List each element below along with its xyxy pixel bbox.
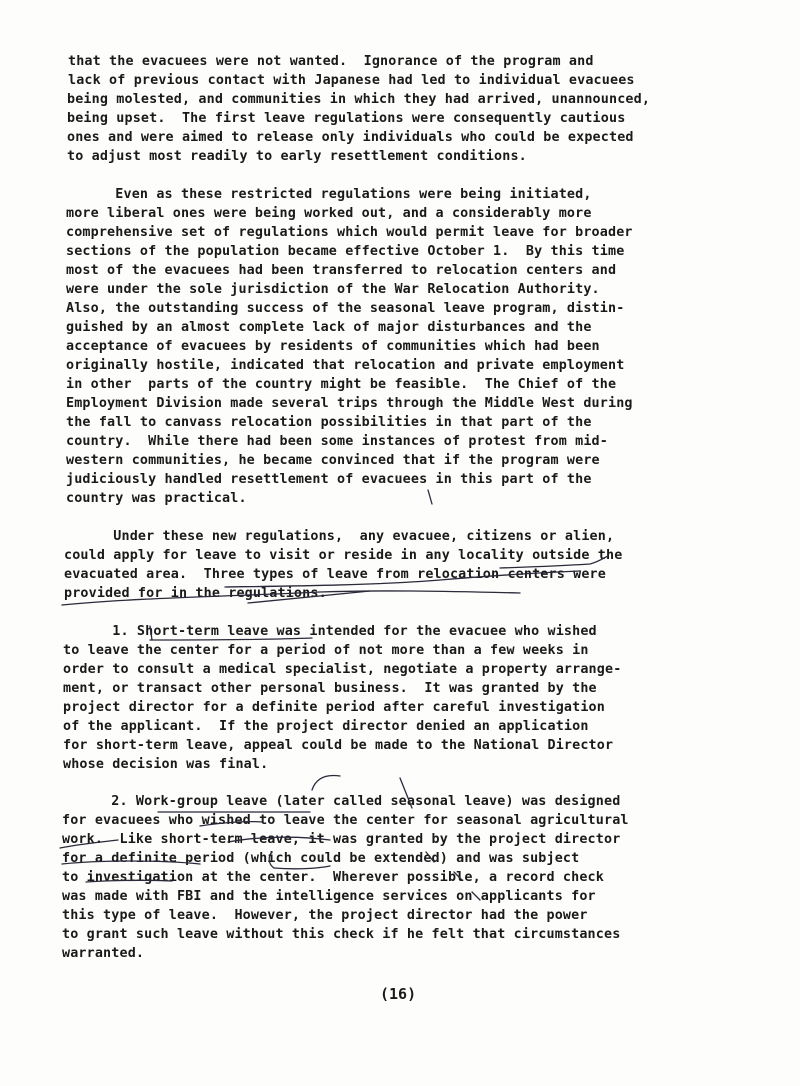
text-line: western communities, he became convinced that if the program were (66, 453, 600, 468)
text-line: the fall to canvass relocation possibilities in that part of the (66, 415, 592, 430)
text-line: judiciously handled resettlement of evacuees in this part of the (66, 472, 592, 487)
text-line: work. Like short-term leave, it was granted by the project director (62, 832, 621, 847)
text-line: acceptance of evacuees by residents of communities which had been (66, 339, 600, 354)
text-line: sections of the population became effective October 1. By this time (66, 244, 625, 259)
text-line: ones and were aimed to release only individuals who could be expected (67, 130, 634, 145)
text-line: warranted. (62, 946, 145, 961)
text-line: Even as these restricted regulations were being initiated, (66, 187, 592, 202)
text-line: lack of previous contact with Japanese had led to individual evacuees (68, 73, 635, 88)
text-line: originally hostile, indicated that relocation and private employment (66, 358, 625, 373)
text-line: of the applicant. If the project director denied an application (63, 719, 589, 734)
tick-mark (428, 490, 432, 504)
text-line: that the evacuees were not wanted. Ignorance of the program and (68, 54, 594, 69)
text-line: 1. Short-term leave was intended for the evacuee who wished (63, 624, 597, 639)
text-line: evacuated area. Three types of leave from relocation centers were (64, 567, 606, 582)
text-line: to adjust most readily to early resettlement conditions. (67, 149, 527, 164)
hook-mark (312, 776, 340, 790)
text-line: was made with FBI and the intelligence services on applicants for (62, 889, 596, 904)
text-line: could apply for leave to visit or reside in any locality outside the (64, 548, 623, 563)
text-line: more liberal ones were being worked out, and a considerably more (66, 206, 592, 221)
text-line: country. While there had been some instances of protest from mid- (66, 434, 608, 449)
text-line: most of the evacuees had been transferred to relocation centers and (66, 263, 617, 278)
text-line: to grant such leave without this check if he felt that circumstances (62, 927, 621, 942)
text-line: Employment Division made several trips through the Middle West during (66, 396, 633, 411)
text-line: Under these new regulations, any evacuee, citizens or alien, (64, 529, 615, 544)
text-line: being molested, and communities in which they had arrived, unannounced, (67, 92, 651, 107)
text-line: ment, or transact other personal business. It was granted by the (63, 681, 597, 696)
text-line: for evacuees who wished to leave the center for seasonal agricultural (62, 813, 629, 828)
text-line: were under the sole jurisdiction of the War Relocation Authority. (66, 282, 600, 297)
page-number: (16) (380, 985, 417, 1003)
text-line: guished by an almost complete lack of major disturbances and the (66, 320, 592, 335)
text-line: 2. Work-group leave (later called seasonal leave) was designed (62, 794, 621, 809)
text-line: Also, the outstanding success of the seasonal leave program, distin- (66, 301, 625, 316)
text-line: project director for a definite period after careful investigation (63, 700, 605, 715)
text-line: this type of leave. However, the project director had the power (62, 908, 588, 923)
text-line: being upset. The first leave regulations were consequently cautious (67, 111, 626, 126)
text-line: to investigation at the center. Wherever possible, a record check (62, 870, 604, 885)
text-line: provided for in the regulations. (64, 586, 327, 601)
text-line: order to consult a medical specialist, negotiate a property arrange- (63, 662, 622, 677)
text-line: whose decision was final. (63, 757, 269, 772)
text-line: in other parts of the country might be feasible. The Chief of the (66, 377, 617, 392)
text-line: comprehensive set of regulations which would permit leave for broader (66, 225, 633, 240)
text-line: to leave the center for a period of not more than a few weeks in (63, 643, 589, 658)
text-line: for a definite period (which could be extended) and was subject (62, 851, 580, 866)
text-line: for short-term leave, appeal could be made to the National Director (63, 738, 614, 753)
text-line: country was practical. (66, 491, 247, 506)
